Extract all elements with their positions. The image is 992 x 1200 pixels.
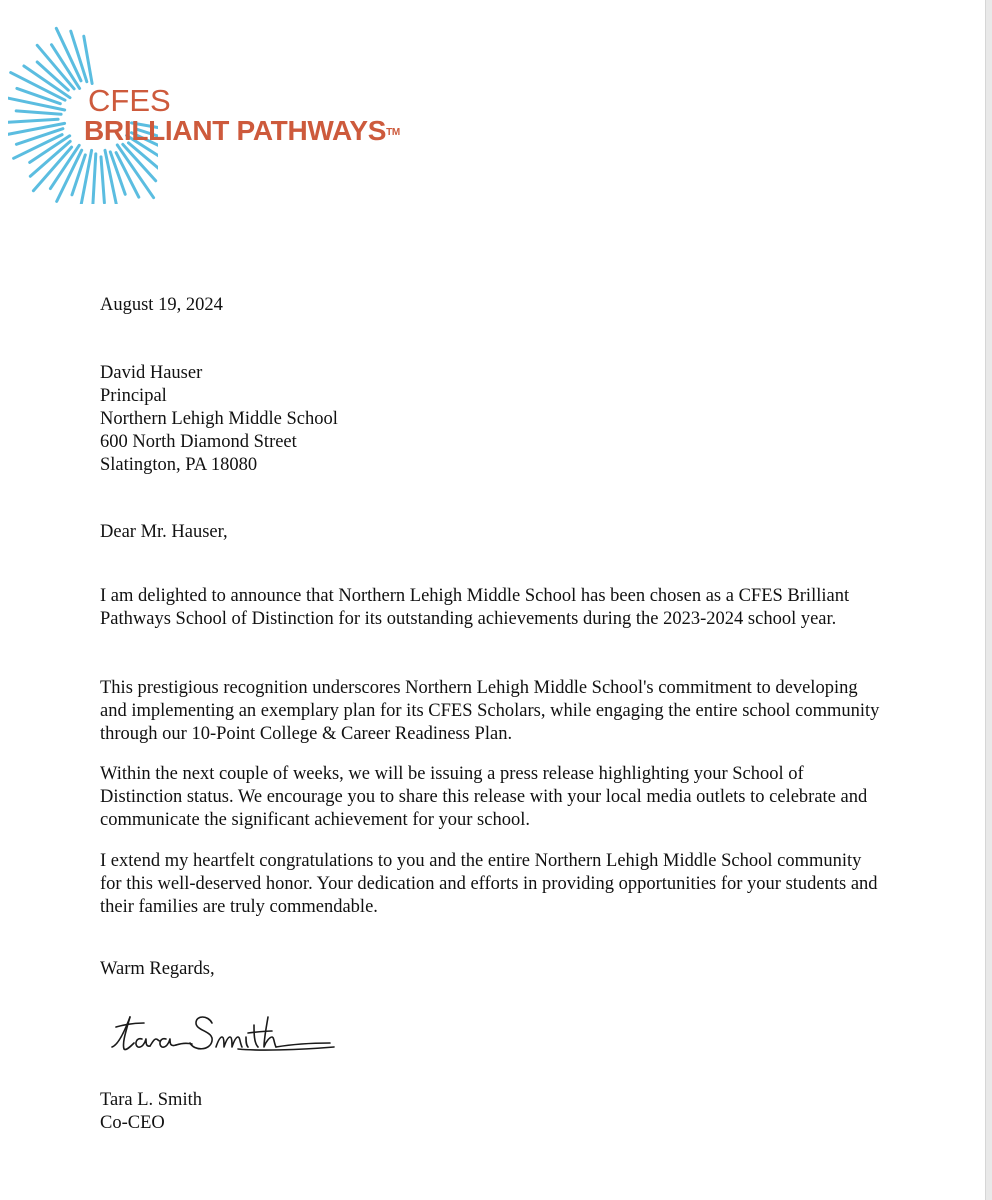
recipient-title: Principal [100,386,167,406]
signer-name: Tara L. Smith [100,1090,202,1110]
starburst-ray [8,119,58,122]
logo-cfes-text: CFES [88,83,171,118]
letter-date: August 19, 2024 [100,295,223,315]
body-paragraph: I am delighted to announce that Northern Lehigh Middle School has been chosen as a CFES Brilliant Pathways School of Distinction for its outstanding achievements during the 2023-2024 school year. [100,586,850,629]
closing: Warm Regards, [100,959,215,979]
starburst-ray [101,157,104,203]
body-paragraph: This prestigious recognition underscores Northern Lehigh Middle School's commitment to developing and implementing an exemplary plan for its CFES Scholars, while engaging the entire school community through our 10-Point College & Career Readiness Plan. [100,678,880,744]
recipient-school: Northern Lehigh Middle School [100,409,338,429]
signer-block [100,1089,202,1135]
logo-line2: BRILLIANT PATHWAYS [84,115,387,146]
starburst-ray [92,154,96,204]
recipient-city: Slatington, PA 18080 [100,455,258,475]
handwritten-signature [108,1003,348,1063]
starburst-ray [16,111,61,114]
starburst-ray [8,98,65,110]
body-paragraph: I extend my heartfelt congratulations to you and the entire Northern Lehigh Middle School community for this well-deserved honor. Your dedication and efforts in providing opportunities for your students and their families are truly commendable. [100,851,878,917]
trademark-mark: TM [386,127,400,138]
salutation: Dear Mr. Hauser, [100,522,228,542]
cfes-logo [8,14,400,204]
logo-brilliant-pathways-text [84,116,400,146]
body-paragraph: Within the next couple of weeks, we will be issuing a press release highlighting your School of Distinction status. We encourage you to share this release with your local media outlets to celebrate and communicate the significant achievement for your school. [100,764,868,830]
recipient-name: David Hauser [100,363,203,383]
starburst-ray [129,143,159,178]
recipient-address [100,362,338,477]
signer-title: Co-CEO [100,1113,165,1133]
page-right-edge [985,0,992,1200]
logo-wordmark [84,83,400,146]
recipient-street: 600 North Diamond Street [100,432,297,452]
